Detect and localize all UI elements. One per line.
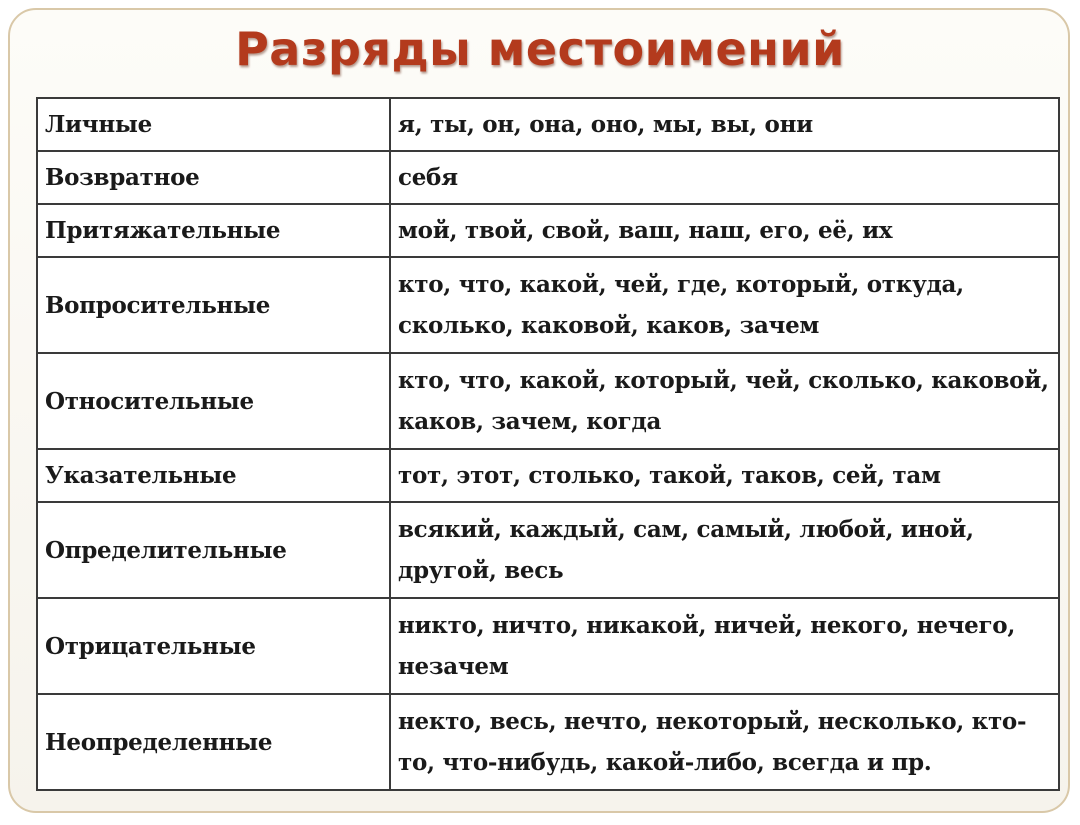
examples-cell: никто, ничто, никакой, ничей, некого, нечего, незачем: [390, 598, 1059, 694]
table-row: [37, 204, 1059, 257]
category-cell: Неопределенные: [37, 694, 390, 790]
table-row: [37, 257, 1059, 353]
category-cell: Возвратное: [37, 151, 390, 204]
examples-cell: кто, что, какой, чей, где, который, откуда, сколько, каковой, каков, зачем: [390, 257, 1059, 353]
pronoun-categories-table: [36, 97, 1060, 791]
category-cell: Притяжательные: [37, 204, 390, 257]
page-title: Разряды местоимений: [235, 22, 845, 76]
table-row: [37, 449, 1059, 502]
examples-cell: мой, твой, свой, ваш, наш, его, её, их: [390, 204, 1059, 257]
examples-cell: кто, что, какой, который, чей, сколько, каковой, каков, зачем, когда: [390, 353, 1059, 449]
table-row: [37, 694, 1059, 790]
examples-cell: тот, этот, столько, такой, таков, сей, там: [390, 449, 1059, 502]
category-cell: Определительные: [37, 502, 390, 598]
examples-cell: некто, весь, нечто, некоторый, несколько, кто-то, что-нибудь, какой-либо, всегда и пр.: [390, 694, 1059, 790]
examples-cell: себя: [390, 151, 1059, 204]
table-row: [37, 98, 1059, 151]
category-cell: Указательные: [37, 449, 390, 502]
category-cell: Отрицательные: [37, 598, 390, 694]
table-row: [37, 598, 1059, 694]
examples-cell: всякий, каждый, сам, самый, любой, иной, другой, весь: [390, 502, 1059, 598]
examples-cell: я, ты, он, она, оно, мы, вы, они: [390, 98, 1059, 151]
table-row: [37, 502, 1059, 598]
category-cell: Относительные: [37, 353, 390, 449]
table-row: [37, 151, 1059, 204]
category-cell: Личные: [37, 98, 390, 151]
table-row: [37, 353, 1059, 449]
category-cell: Вопросительные: [37, 257, 390, 353]
